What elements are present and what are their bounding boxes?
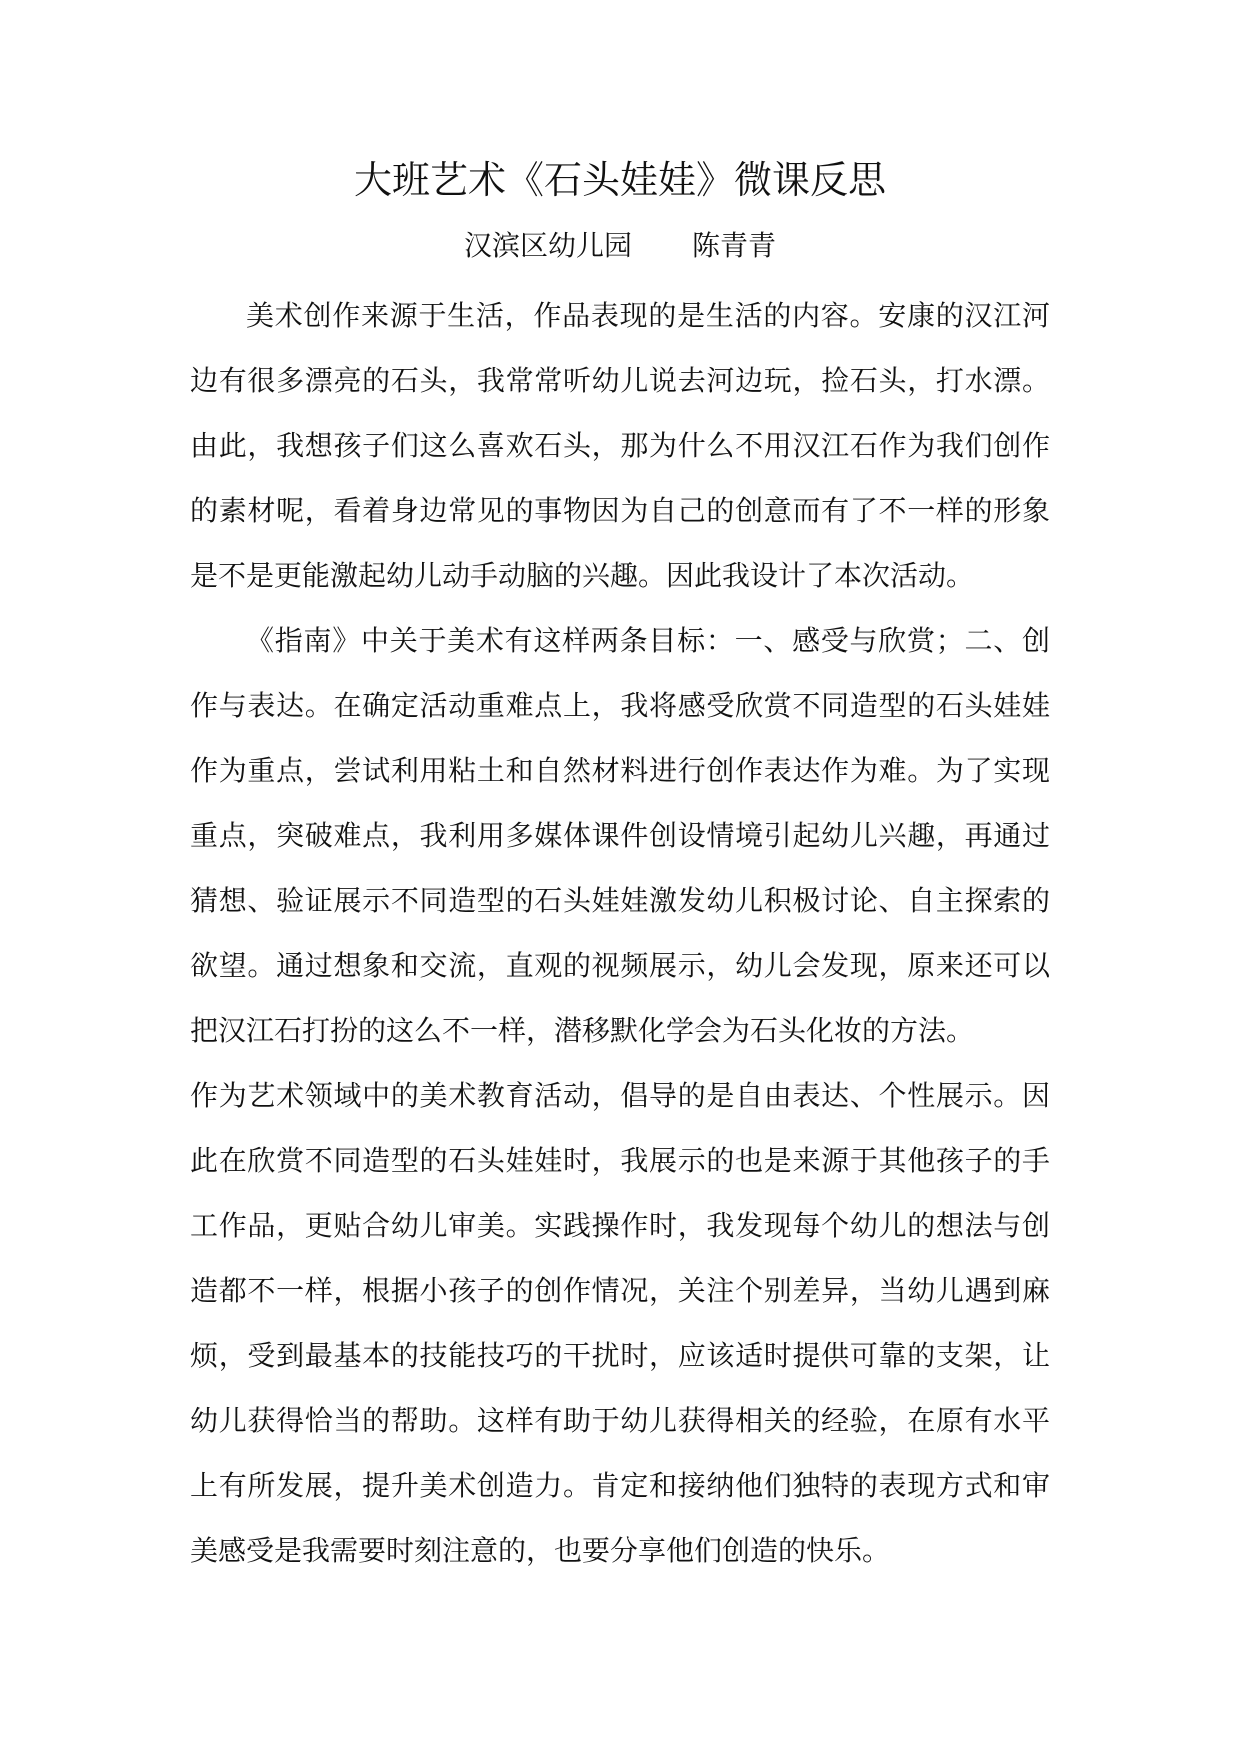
paragraph-3: 作为艺术领域中的美术教育活动，倡导的是自由表达、个性展示。因此在欣赏不同造型的石头娃娃时，我展示的也是来源于其他孩子的手工作品，更贴合幼儿审美。实践操作时，我发现每个幼儿的想法与创造都不一样，根据小孩子的创作情况，关注个别差异，当幼儿遇到麻烦，受到最基本的技能技巧的干扰时，应该适时提供可靠的支架，让幼儿获得恰当的帮助。这样有助于幼儿获得相关的经验，在原有水平上有所发展，提升美术创造力。肯定和接纳他们独特的表现方式和审美感受是我需要时刻注意的，也要分享他们创造的快乐。	[190, 1079, 1050, 1567]
document-body	[190, 283, 1050, 1583]
paragraph-1: 美术创作来源于生活，作品表现的是生活的内容。安康的汉江河边有很多漂亮的石头，我常常听幼儿说去河边玩，捡石头，打水漂。由此，我想孩子们这么喜欢石头，那为什么不用汉江石作为我们创作的素材呢，看着身边常见的事物因为自己的创意而有了不一样的形象是不是更能激起幼儿动手动脑的兴趣。因此我设计了本次活动。	[190, 299, 1050, 592]
organization-name: 汉滨区幼儿园	[463, 229, 632, 262]
document-title: 大班艺术《石头娃娃》微课反思	[353, 158, 886, 202]
byline	[0, 224, 1240, 268]
author-name: 陈青青	[692, 229, 777, 262]
paragraph-2: 《指南》中关于美术有这样两条目标：一、感受与欣赏；二、创作与表达。在确定活动重难点上，我将感受欣赏不同造型的石头娃娃作为重点，尝试利用粘土和自然材料进行创作表达作为难。为了实现重点，突破难点，我利用多媒体课件创设情境引起幼儿兴趣，再通过猜想、验证展示不同造型的石头娃娃激发幼儿积极讨论、自主探索的欲望。通过想象和交流，直观的视频展示，幼儿会发现，原来还可以把汉江石打扮的这么不一样，潜移默化学会为石头化妆的方法。	[190, 624, 1050, 1047]
